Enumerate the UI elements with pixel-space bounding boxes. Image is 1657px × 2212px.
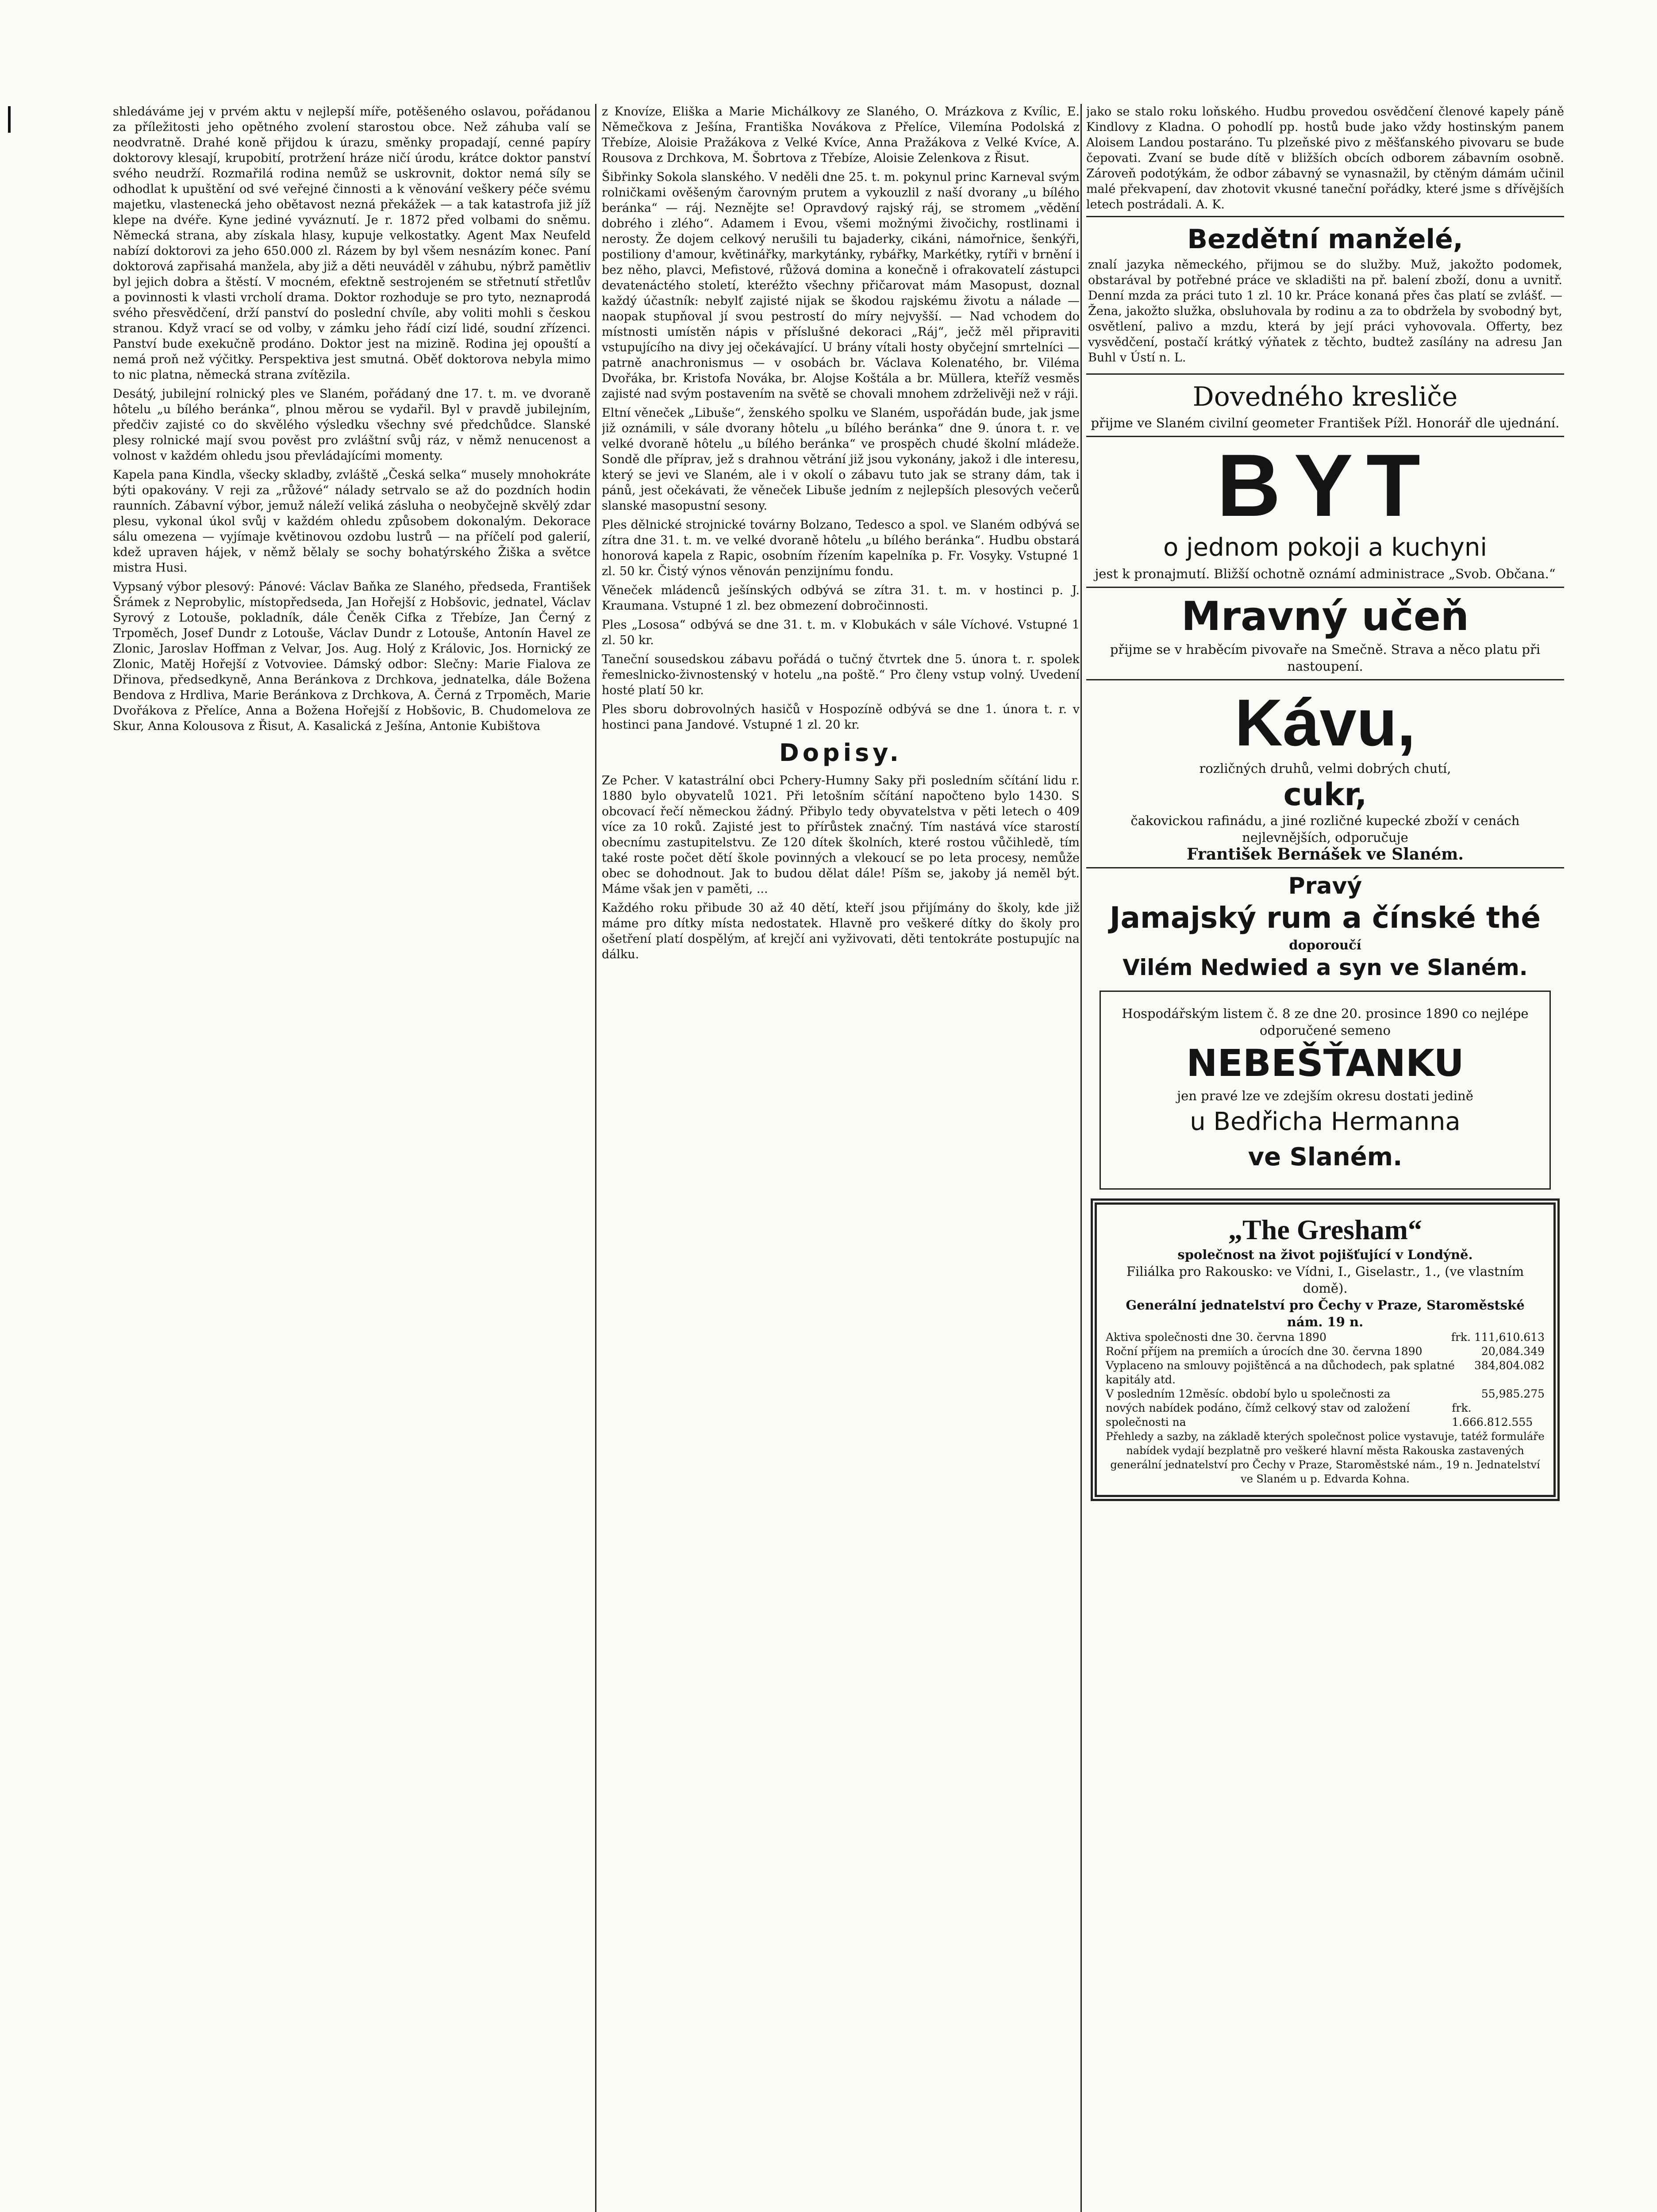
ad-text: rozličných druhů, velmi dobrých chutí,	[1199, 761, 1451, 776]
column-rule-2	[1080, 104, 1082, 2212]
ad-place: ve Slaném.	[1248, 1143, 1403, 1171]
advertisement-gresham	[1091, 1198, 1560, 1501]
ad-title: „The Gresham“	[1228, 1214, 1422, 1245]
advertisement-flat	[1086, 436, 1564, 587]
ad-figures-label: V posledním 12měsíc. období bylo u společnosti za	[1106, 1387, 1391, 1400]
ad-text: znalí jazyka německého, přijmou se do služby. Muž, jakožto podomek, obstarával by potřebné práce ve skladišti na př. balení zboží, donu a uvnitř. Denní mzda za práci tuto 1 zl. 10 kr. Práce konaná přes čas platí se zvlášť. — Žena, jakožto služka, obsluhovala by rodinu a za to obdržela by svobodný byt, osvětlení, palivo a mzdu, která by její práci vyhovovala. Offerty, bez vysvědčení, postačí krátký výňatek z těchto, budtež zasílány na adresu Jan Buhl v Ústí n. L.	[1088, 258, 1562, 365]
article-paragraph: Ples sboru dobrovolných hasičů v Hospozíně odbývá se dne 1. února t. r. v hostinci pana Jandové. Vstupné 1 zl. 20 kr.	[602, 703, 1080, 732]
article-paragraph: Eltní věneček „Libuše“, ženského spolku ve Slaném, uspořádán bude, jak jsme již oznámili, v sále dvorany hôtelu „u bílého beránka“ dne 9. února t. r. ve velké dvoraně hôtelu „u bílého beránka“ ve prospěch chudé školní mládeže. Sondě dle příprav, jež s drahnou větrání již jsou vykonány, jakož i dle interesu, který se jevi ve Slaném, ale i v okolí o zábavu tuto jak se strany dám, tak i pánů, jest očekávati, že věneček Libuše jedním z nejlepších plesových večerů slanské masopustní sesony.	[602, 406, 1080, 513]
ad-text: přijme ve Slaném civilní geometer František Pížl. Honorář dle ujednání.	[1091, 415, 1560, 430]
article-paragraph: Ples dělnické strojnické továrny Bolzano, Tedesco a spol. ve Slaném odbývá se zítra dne 31. t. m. ve velké dvoraně hôtelu „u bílého beránka“. Hudbu obstará honorová kapela z Rapic, osobním řízením kapelníka p. Fr. Vosyky. Vstupné 1 zl. 50 kr. Čistý výnos věnován penzijnímu fondu.	[602, 518, 1080, 578]
ad-figures-value: frk. 111,610.613	[1451, 1331, 1545, 1344]
ad-title: Jamajský rum a čínské thé	[1109, 901, 1541, 935]
ad-title: Mravný učeň	[1181, 593, 1469, 640]
advertisement-coffee	[1086, 679, 1564, 867]
article-paragraph: shledáváme jej v prvém aktu v nejlepší míře, potěšeného oslavou, pořádanou za příležitosti jeho opětného zvolení starostou obce. Než záhuba valí se neodvratně. Drahé koně přijdou k úrazu, směnky propadají, cenné papíry doktorovy klesají, krupobití, protržení hráze ničí úrodu, krátce doktor panství svého neudrží. Rozmařilá rodina nemůž se uskrovnit, doktor nemá síly se odhodlat k upuštění od své veřejné činnosti a k věnování veškery péče svému majetku, vlastenecká jeho obětavost nezná překážek — a tak katastrofa již jíž klepe na dvéře. Kyne jediné vyváznutí. Je r. 1872 před volbami do sněmu. Německá strana, aby získala hlasy, kupuje velkostatky. Agent Max Neufeld nabízí doktorovi za jeho 650.000 zl. Rázem by byl všem nesnázím konec. Paní doktorová zapřisahá manžela, aby již a děti neuváděl v záhubu, nýbrž pamětliv byl jejich dobra a štěstí. V mocném, efektně sestrojeném se střetnutí střetlův a povinnosti k vlasti vrcholí drama. Doktor rozhoduje se pro tyto, neznaprodá svého přesvědčení, drží panství do poslední chvíle, aby voliti mohli s českou stranou. Když vrací se od volby, v zámku jeho řádí cizí lidé, soudní zřízenci. Panství bude exekučně prodáno. Doktor jest na mizině. Rodina jej opouští a nemá proň než výčitky. Perspektiva jest smutná. Oběť doktorova nebyla mimo to nic platna, německá strana zvítězila.	[113, 105, 591, 382]
article-paragraph: Ze Pcher. V katastrální obci Pchery-Humny Saky při posledním sčítání lidu r. 1880 bylo obyvatelů 1021. Při letošním sčítání napočteno bylo 1430. S obcovací řečí německou žádný. Přibylo tedy obyvatelstva v pěti letech o 409 více za 10 roků. Zajisté jest to přírůstek značný. Tím nastává více starostí obecnímu zastupitelstvu. Ze 120 dítek školních, které rostou vůčihledě, tím také roste počet dětí škole povinných a vlekoucí se po leta procesy, nemůže obec se dohodnout. Jak to budou dělat dále! Píšm se, jakoby já neměl být. Máme však jen v paměti, ...	[602, 774, 1080, 896]
ad-figures-value: frk. 1.666.812.555	[1452, 1402, 1533, 1429]
article-paragraph: Desátý, jubilejní rolnický ples ve Slaném, pořádaný dne 17. t. m. ve dvoraně hôtelu „u bílého beránka“, plnou měrou se vydařil. Byl v pravdě jubilejním, předčiv zajisté co do skvělého výsledku všechny své předchůdce. Slanské plesy rolnické mají svou pověst pro zvláštní svůj ráz, v němž nenucenost a volnost v každém ohledu jsou převládajícími momenty.	[113, 387, 591, 463]
ad-footer: Přehledy a sazby, na základě kterých společnost police vystavuje, tatéž formuláře nabídek vydají bezplatně pro veškeré hlavní města Rakouska zastavených generální jednatelství pro Čechy v Praze, Staroměstské nám., 19 n. Jednatelství ve Slaném u p. Edvarda Kohna.	[1106, 1430, 1545, 1485]
ad-signature: Vilém Nedwied a syn ve Slaném.	[1123, 955, 1528, 980]
article-paragraph: Kapela pana Kindla, všecky skladby, zvláště „Česká selka“ musely mnohokráte býti opakovány. V reji za „růžové“ nálady setrvalo se až do pozdních hodin raunních. Zábavní výbor, jemuž náleží veliká zásluha o neobyčejně skvělý zdar plesu, vykonal úkol svůj v každém ohledu způsobem dokonalým. Dekorace sálu omezena — vyjímaje květinovou ozdobu lustrů — na příčelí pod galerií, kdež upraven hájek, v němž bělaly se sochy bohatýrského Žiška a světce mistra Husi.	[113, 468, 591, 575]
ad-subtitle: společnost na život pojišťující v Londýně.	[1177, 1247, 1473, 1262]
ad-text: jen pravé lze ve zdejším okresu dostati jedině	[1177, 1088, 1473, 1103]
section-heading-dopisy: Dopisy.	[779, 739, 902, 767]
article-paragraph: Taneční sousedskou zábavu pořádá o tučný čtvrtek dne 5. února t. r. spolek řemeslnicko-živnostenský v hotelu „na poště.“ Pro členy vstup volný. Uvedení hosté platí 50 kr.	[602, 653, 1080, 697]
ad-title: BYT	[1217, 436, 1434, 535]
ad-text: čakovickou rafinádu, a jiné rozličné kupecké zboží v cenách nejlevnějších, odporučuje	[1130, 813, 1520, 845]
article-paragraph: Šibřinky Sokola slanského. V neděli dne 25. t. m. pokynul princ Karneval svým rolničkami ověšeným čarovným prutem a vykouzlil z naší dvorany „u bílého beránka“ — ráj. Neznějte se! Opravdový rajský ráj, se stromem „vědění dobrého i zlého“. Adamem i Evou, všemi možnými živočichy, rostlinami i nerosty. Že dojem celkový nerušili tu bajaderky, cikáni, námořnice, šenkýři, postiliony d'amour, květinářky, markytánky, rybářky, Markétky, rytíři v brnění i bez něho, plavci, Mefistové, růžová domina a konečně i ofrakovatelí zástupci devatenáctého století, kteréžto všechny přičarovat mám Masopust, doznal každý účastník: nebylť zajisté nijak se škodou rajskému životu a nálade — naopak stupňoval jí svou pestrostí do míry nejvyšší. — Nad vchodem do místnosti umístěn nápis v příslušné dekoraci „Ráj“, ječž měl připraviti vstupujícího na divy jej očekávající. U brány vítali hosty obyčejní smrtelníci — patrně anachronismus — v osobách br. Václava Kolenatého, br. Viléma Dvořáka, br. Kristofa Nováka, br. Alojse Koštála a br. Müllera, kteříž vesměs zajisté nad svým postavením na světě se chovali mnohem zdrželivěji než v ráji.	[602, 170, 1080, 401]
ad-figures-label: nových nabídek podáno, čímž celkový stav od založení společnosti na	[1106, 1402, 1410, 1429]
ad-title: NEBEŠŤANKU	[1186, 1041, 1464, 1085]
margin-mark	[8, 106, 11, 133]
advertisement-apprentice	[1086, 587, 1564, 679]
ad-agency: Generální jednatelství pro Čechy v Praze, Staroměstské nám. 19 n.	[1126, 1298, 1525, 1329]
ad-figures-value: 20,084.349	[1481, 1345, 1545, 1358]
ad-text: doporoučí	[1289, 937, 1361, 952]
advertisement-rum	[1086, 867, 1564, 986]
advertisement-couple	[1086, 216, 1564, 373]
ad-figures-value: 55,985.275	[1481, 1387, 1545, 1400]
article-paragraph: Každého roku přibude 30 až 40 dětí, kteří jsou přijímány do školy, kde již máme pro dítky místa nedostatek. Hlavně pro veškeré dítky do školy pro ošetření platí dospělým, ať krejčí ani vyživovati, děti tentokráte postupujíc na dálku.	[602, 901, 1080, 961]
ad-text: Hospodářským listem č. 8 ze dne 20. prosince 1890 co nejlépe odporučené semeno	[1122, 1006, 1529, 1038]
ad-signature: u Bedřicha Hermanna	[1190, 1107, 1461, 1136]
ad-title: Dovedného kresliče	[1192, 381, 1458, 412]
ad-figures-table	[1106, 1330, 1545, 1429]
advertisement-draughtsman	[1086, 373, 1564, 436]
column-rule-1	[595, 104, 596, 2212]
ad-top: Pravý	[1288, 873, 1362, 899]
ad-figures-label: Roční příjem na premiích a úrocích dne 30. června 1890	[1106, 1345, 1422, 1358]
article-paragraph: jako se stalo roku loňského. Hudbu provedou osvědčení členové kapely páně Kindlovy z Kladna. O pohodlí pp. hostů bude jako vždy hostinským panem Aloisem Landou postaráno. Tu plzeňské pivo z měšťanského pivovaru se bude čepovati. Zvaní se bude dítě v bližších obcích odborem zábavním osobně. Zároveň podotýkám, že odbor zábavný se vynasnažil, by ctěným dámám učinil malé překvapení, dav zhotovit vkusné taneční pořádky, které jsme s dřívějších letech postrádali. A. K.	[1086, 105, 1564, 211]
article-paragraph: Vypsaný výbor plesový: Pánové: Václav Baňka ze Slaného, předseda, František Šrámek z Neprobylic, místopředseda, Jan Hořejší z Hobšovic, jednatel, Václav Syrový z Lotouše, pokladník, dále Čeněk Cifka z Třebíze, Jan Černý z Trpoměch, Josef Dundr z Lotouše, Václav Dundr z Lotouše, Antonín Havel ze Zlonic, Jaroslav Hoffman z Velvar, Jos. Aug. Holý z Královic, Jos. Hornický ze Zlonic, Matěj Hořejší z Votvoviee. Dámský odbor: Slečny: Marie Fialova ze Dřinova, předsedkyně, Anna Beránkova z Drchkova, jednatelka, dále Božena Bendova z Hrdlivа, Marie Beránkova z Drchkova, A. Černá z Trpoměch, Marie Dvořákova z Přelíce, Anna a Božena Hořejší z Hobšovic, B. Chudomelova ze Skur, Anna Kolousova z Řisut, A. Kasalická z Ješína, Antonie Kubištova	[113, 580, 591, 733]
ad-title: Bezdětní manželé,	[1187, 224, 1463, 255]
ad-figures-row	[1106, 1401, 1545, 1429]
article-paragraph: z Knovíze, Eliška a Marie Michálkovy ze Slaného, O. Mrázkova z Kvílic, E. Němečkova z Ješína, Františka Novákova z Přelíce, Vilemína Podolská z Třebíze, Aloisie Pražákova z Velké Kvíce, Anna Pražákova z Velké Kvíce, A. Rousova z Drchkova, M. Šobrtova z Třebíze, Aloisie Zelenkova z Řisut.	[602, 105, 1080, 165]
ad-figures-row	[1106, 1387, 1545, 1401]
article-paragraph: Věneček mládenců ješínských odbývá se zítra 31. t. m. v hostinci p. J. Kraumana. Vstupné 1 zl. bez obmezení dobročinnosti.	[602, 584, 1080, 613]
article-paragraph: Ples „Lososa“ odbývá se dne 31. t. m. v Klobukách v sále Víchové. Vstupné 1 zl. 50 kr.	[602, 618, 1080, 647]
column-3	[1086, 104, 1564, 2212]
ad-figures-row	[1106, 1330, 1545, 1344]
column-1	[113, 104, 591, 2212]
ad-branch: Filiálka pro Rakousko: ve Vídni, I., Giselastr., 1., (ve vlastním domě).	[1126, 1264, 1524, 1296]
ad-text: jest k pronajmutí. Bližší ochotně oznámí administrace „Svob. Občana.“	[1095, 566, 1556, 581]
ad-signature: František Bernášek ve Slaném.	[1187, 845, 1464, 864]
ad-title: Kávu,	[1234, 685, 1416, 760]
ad-word-sugar: cukr,	[1283, 776, 1367, 813]
ad-figures-row	[1106, 1344, 1545, 1359]
advertisement-seed	[1100, 991, 1551, 1190]
ad-text: přijme se v hraběcím pivovaře na Smečně. Strava a něco platu při nastoupení.	[1110, 642, 1541, 674]
ad-subtitle: o jednom pokoji a kuchyni	[1163, 533, 1487, 562]
ad-figures-row	[1106, 1359, 1545, 1387]
ad-figures-label: Aktiva společnosti dne 30. června 1890	[1106, 1331, 1326, 1344]
column-2	[602, 104, 1080, 2212]
ad-figures-value: 384,804.082	[1474, 1359, 1545, 1372]
ad-figures-label: Vyplaceno na smlouvy pojištěncá a na důchodech, pak splatné kapitály atd.	[1106, 1359, 1455, 1386]
